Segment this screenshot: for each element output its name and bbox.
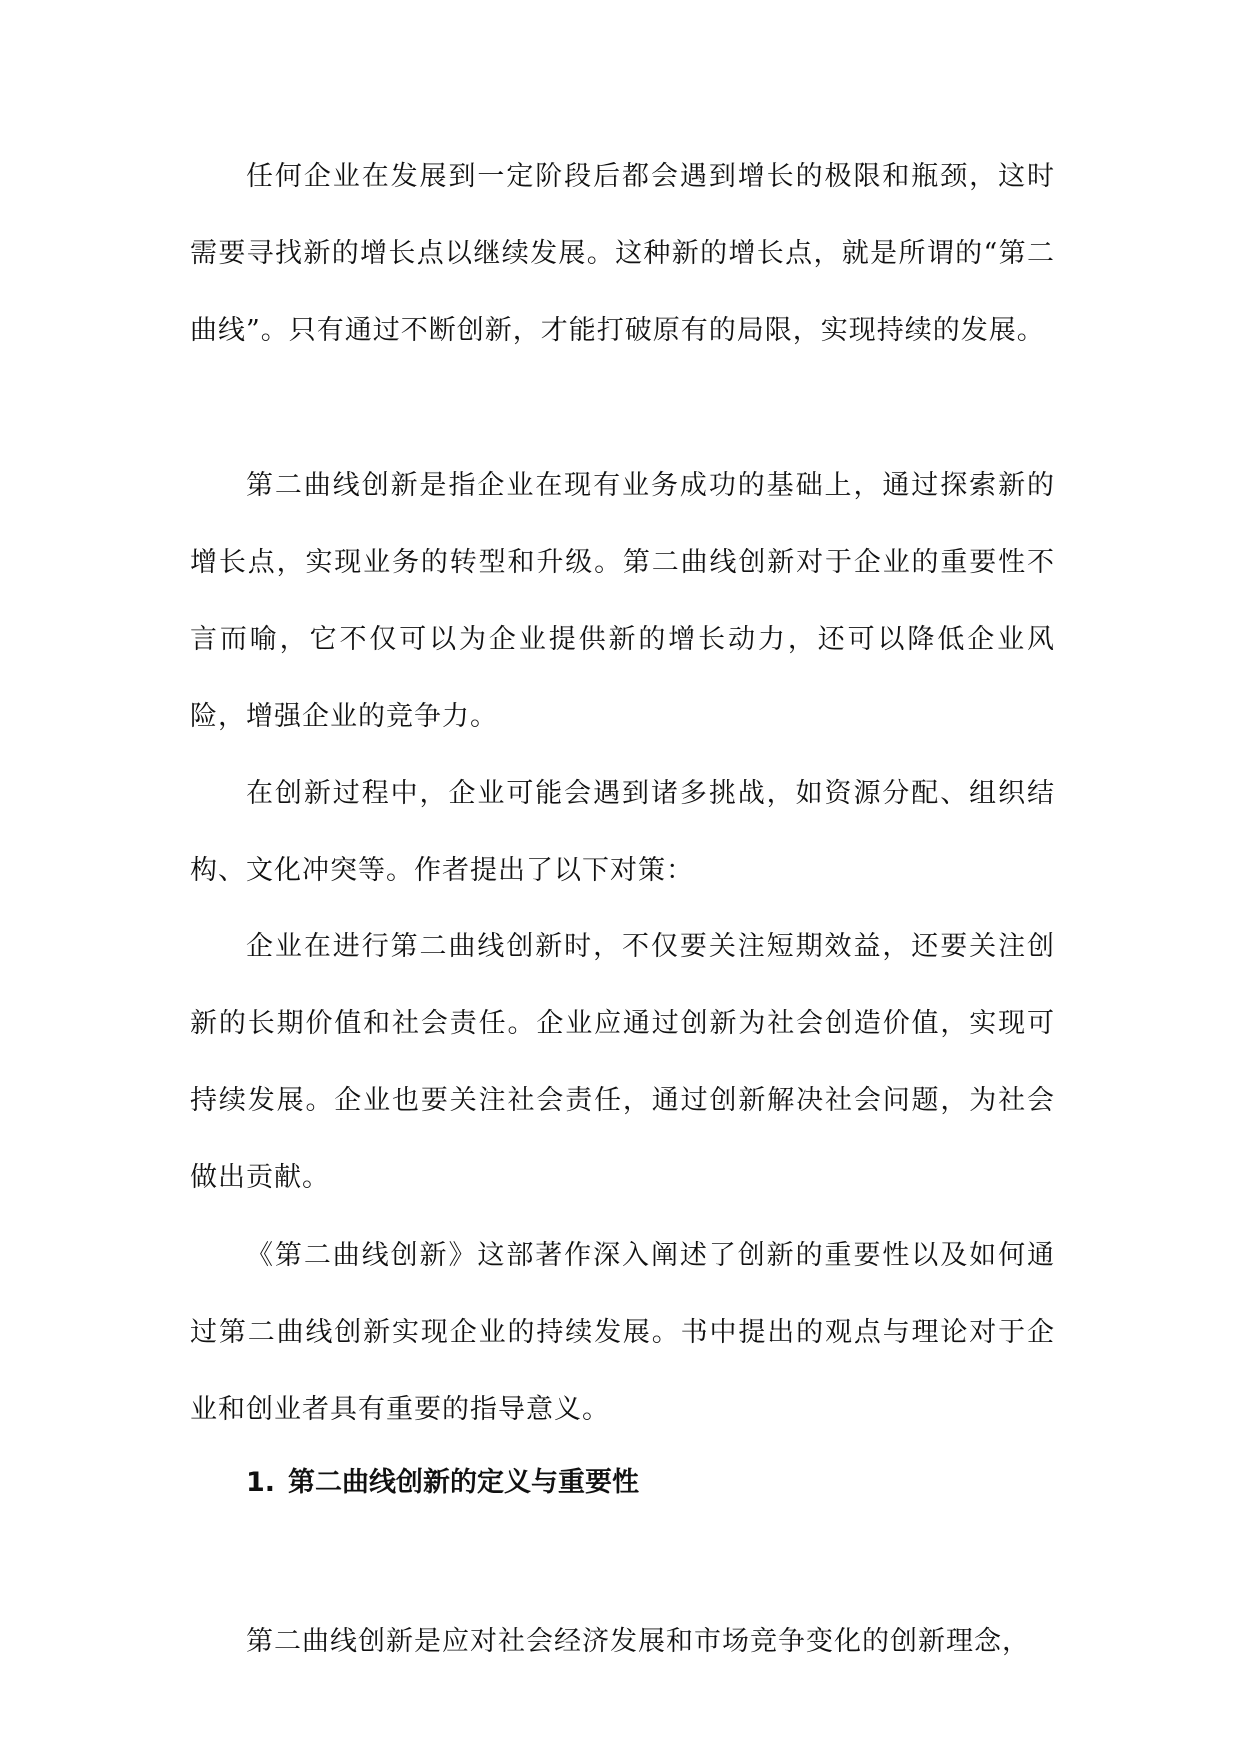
paragraph-growth-limits: 任何企业在发展到一定阶段后都会遇到增长的极限和瓶颈，这时需要寻找新的增长点以继续发展。这种新的增长点，就是所谓的“第二曲线”。只有通过不断创新，才能打破原有的局限，实现持续的发展。 [190,161,1055,346]
paragraph-innovation-challenges: 在创新过程中，企业可能会遇到诸多挑战，如资源分配、组织结构、文化冲突等。作者提出了以下对策： [190,778,1055,886]
section-heading [246,1463,1046,1503]
paragraph-section-intro: 第二曲线创新是应对社会经济发展和市场竞争变化的创新理念， [246,1626,1030,1657]
paragraph-social-responsibility: 企业在进行第二曲线创新时，不仅要关注短期效益，还要关注创新的长期价值和社会责任。企业应通过创新为社会创造价值，实现可持续发展。企业也要关注社会责任，通过创新解决社会问题，为社会做出贡献。 [190,931,1055,1193]
section-title: 第二曲线创新的定义与重要性 [288,1467,639,1498]
paragraph-book-summary: 《第二曲线创新》这部著作深入阐述了创新的重要性以及如何通过第二曲线创新实现企业的持续发展。书中提出的观点与理论对于企业和创业者具有重要的指导意义。 [190,1240,1055,1425]
section-number: 1. [246,1467,276,1498]
paragraph-second-curve-definition: 第二曲线创新是指企业在现有业务成功的基础上，通过探索新的增长点，实现业务的转型和升级。第二曲线创新对于企业的重要性不言而喻，它不仅可以为企业提供新的增长动力，还可以降低企业风险，增强企业的竞争力。 [190,470,1055,732]
